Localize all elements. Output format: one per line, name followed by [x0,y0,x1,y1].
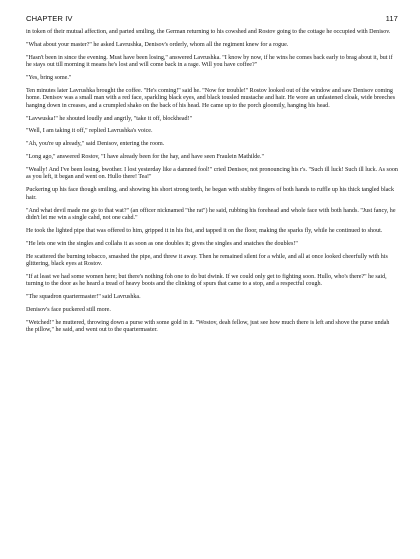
paragraph: He took the lighted pipe that was offered to him, gripped it in his fist, and tapped it on the floor, making the sparks fly, while he continued to shout. [26,227,383,234]
paragraph: Denisov's face puckered still more. [26,307,111,314]
paragraph: Puckering up his face though smiling, and showing his short strong teeth, he began with stubby fingers of both hands to ruffle up his thick tangled black hair. [26,187,395,201]
paragraph: "Ah, you're up already," said Denisov, entering the room. [26,141,165,148]
paragraph: in token of their mutual affection, and parted smiling, the German returning to his cowshed and Rostov going to the cottage he occupied with Denisov. [26,29,391,35]
paragraph: "Well, I am taking it off," replied Lavrushka's voice. [26,128,153,135]
paragraph: Ten minutes later Lavrushka brought the coffee. "He's coming!" said he. "Now for trouble!" Rostov looked out of the window and saw Denisov coming home. Denisov was a small man with a red face, sparkling black eyes, and black tousled mustache and hair. He wore an unfastened cloak, wide breeches hanging down in creases, and a crumpled shako on the back of his head. He came up to the porch gloomily, hanging his head. [26,87,396,109]
paragraph: "Hasn't been in since the evening. Must have been losing," answered Lavrushka. "I know by now, if he wins he comes back early to brag about it, but if he stays out till morning it means he's lost and will come back in a rage. Will you have coffee?" [26,54,393,69]
paragraph: "Lavwuska!" he shouted loudly and angrily, "take it off, blockhead!" [26,115,193,122]
paragraph: "Long ago," answered Rostov, "I have already been for the hay, and have seen Fraulein Mathilde." [26,154,264,161]
book-page [26,14,398,340]
paragraph: "Weally! And I've been losing, bwother. I lost yesterday like a damned fool!" cried Denisov, not pronouncing his r's. "Such ill luck! Such ill luck. As soon as you left, it began and went on. Hullo there! Tea!" [26,166,398,181]
paragraph: "And what devil made me go to that wat?" (an officer nicknamed "the rat") he said, rubbing his forehead and whole face with both hands. "Just fancy, he didn't let me win a single cahd, not one cahd." [26,207,396,222]
body-text [26,29,398,335]
paragraph: "What about your master?" he asked Lavrushka, Denisov's orderly, whom all the regiment knew for a rogue. [26,41,289,48]
paragraph: He scattered the burning tobacco, smashed the pipe, and threw it away. Then he remained silent for a while, and all at once looked cheerfully with his glittering, black eyes at Rostov. [26,253,388,268]
page-number: 117 [385,14,398,23]
paragraph: "Wetched!" he muttered, throwing down a purse with some gold in it. "Wostov, deah fellow, just see how much there is left and shove the purse undah the pillow," he said, and went out to the quartermaster. [26,319,390,334]
paragraph: "Yes, bring some." [26,74,72,81]
paragraph: "If at least we had some women here; but there's nothing foh one to do but dwink. If we could only get to fighting soon. Hullo, who's there?" he said, turning to the door as he heard a tread of heavy boots and the clinking of spurs that came to a stop, and a respectful cough. [26,273,387,288]
paragraph: "He lets one win the singles and collahs it as soon as one doubles it; gives the singles and snatches the doubles!" [26,240,298,247]
chapter-heading: CHAPTER IV [26,14,73,23]
running-header [26,14,398,23]
paragraph: "The squadron quartermaster!" said Lavrushka. [26,294,141,301]
